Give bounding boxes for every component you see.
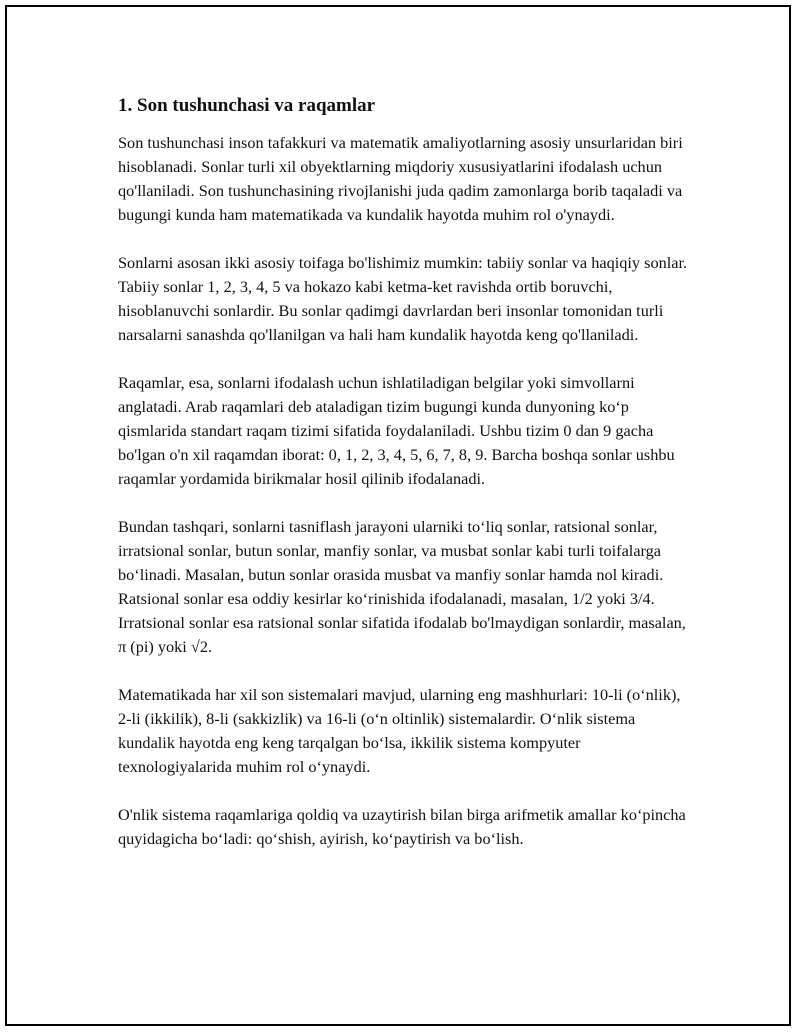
paragraph-4: Bundan tashqari, sonlarni tasniflash jarayoni ularniki to‘liq sonlar, ratsional sonlar, irratsional sonlar, butun sonlar, manfiy sonlar, va musbat sonlar kabi turli toifalarga bo‘linadi. Masalan, butun sonlar orasida musbat va manfiy sonlar hamda nol kiradi. Ratsional sonlar esa oddiy kesirlar ko‘rinishida ifodalanadi, masalan, 1/2 yoki 3/4. Irratsional sonlar esa ratsional sonlar sifatida ifodalab bo'lmaydigan sonlardir, masalan, π (pi) yoki √2.: [118, 517, 686, 656]
paragraph-5: Matematikada har xil son sistemalari mavjud, ularning eng mashhurlari: 10-li (o‘nlik), 2-li (ikkilik), 8-li (sakkizlik) va 16-li (o‘n oltinlik) sistemalardir. O‘nlik sistema kundalik hayotda eng keng tarqalgan bo‘lsa, ikkilik sistema kompyuter texnologiyalarida muhim rol o‘ynaydi.: [118, 685, 681, 776]
paragraph-1: Son tushunchasi inson tafakkuri va matematik amaliyotlarning asosiy unsurlaridan biri hisoblanadi. Sonlar turli xil obyektlarning miqdoriy xususiyatlarini ifodalash uchun qo'llaniladi. Son tushunchasining rivojlanishi juda qadim zamonlarga borib taqaladi va bugungi kunda ham matematikada va kundalik hayotda muhim rol o'ynaydi.: [118, 133, 683, 224]
section-title: 1. Son tushunchasi va raqamlar: [118, 95, 376, 116]
paragraph-2: Sonlarni asosan ikki asosiy toifaga bo'lishimiz mumkin: tabiiy sonlar va haqiqiy sonlar. Tabiiy sonlar 1, 2, 3, 4, 5 va hokazo kabi ketma-ket ravishda ortib boruvchi, hisoblanuvchi sonlardir. Bu sonlar qadimgi davrlardan beri insonlar tomonidan turli narsalarni sanashda qo'llanilgan va hali ham kundalik hayotda keng qo'llaniladi.: [118, 253, 688, 344]
document-body: [118, 92, 688, 875]
paragraph-3: Raqamlar, esa, sonlarni ifodalash uchun ishlatiladigan belgilar yoki simvollarni anglatadi. Arab raqamlari deb ataladigan tizim bugungi kunda dunyoning ko‘p qismlarida standart raqam tizimi sifatida foydalaniladi. Ushbu tizim 0 dan 9 gacha bo'lgan o'n xil raqamdan iborat: 0, 1, 2, 3, 4, 5, 6, 7, 8, 9. Barcha boshqa sonlar ushbu raqamlar yordamida birikmalar hosil qilinib ifodalanadi.: [118, 373, 675, 488]
paragraph-6: O'nlik sistema raqamlariga qoldiq va uzaytirish bilan birga arifmetik amallar ko‘pincha quyidagicha bo‘ladi: qo‘shish, ayirish, ko‘paytirish va bo‘lish.: [118, 805, 686, 848]
